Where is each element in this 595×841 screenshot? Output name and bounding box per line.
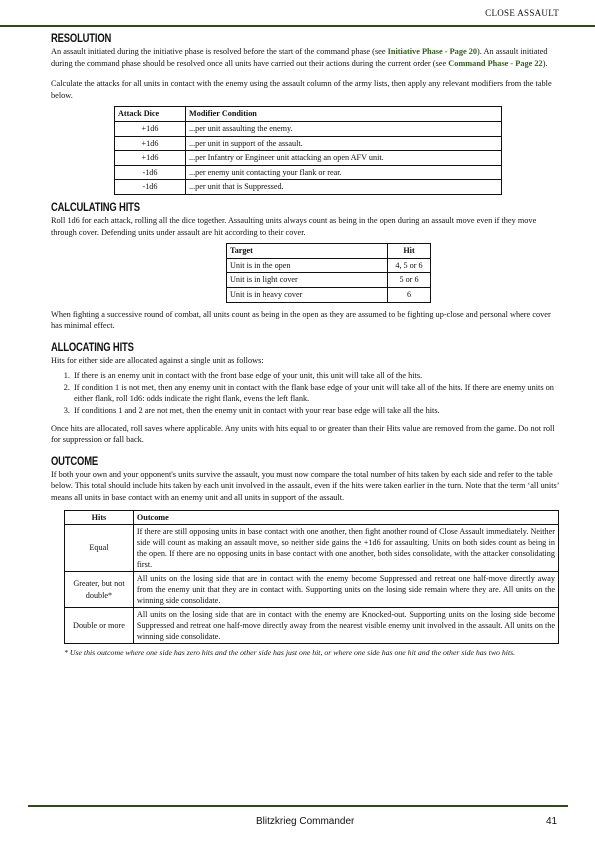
target-cell: Unit is in the open	[227, 258, 388, 273]
attack-modifier-table	[114, 106, 502, 195]
hit-table	[226, 243, 431, 302]
attack-dice-cell: +1d6	[115, 151, 186, 166]
list-item: 1. If there is an enemy unit in contact with the front base edge of your unit, this unit will take all of the hits.	[72, 370, 559, 382]
page-body	[51, 32, 559, 658]
modifier-condition-cell: ...per unit that is Suppressed.	[186, 180, 502, 195]
target-cell: Unit is in light cover	[227, 273, 388, 288]
column-header: Hits	[65, 510, 134, 525]
table-row	[65, 525, 559, 572]
page-number: 41	[546, 816, 558, 827]
outcome-paragraph: If both your own and your opponent's units survive the assault, you must now compare the total number of hits taken by each side and refer to the table below. This total should include hits taken by each unit involved in the assault, even if the hits were taken earlier in the turn. Note that the term ‘all units’ means all units in base contact with an enemy unit and all units in support of the assault.	[51, 469, 559, 503]
hit-cell: 5 or 6	[388, 273, 431, 288]
list-item: 3. If conditions 1 and 2 are not met, then the enemy unit in contact with your rear base edge will take all the hits.	[72, 405, 559, 417]
allocating-hits-heading: ALLOCATING HITS	[51, 341, 134, 354]
modifier-condition-cell: ...per unit in support of the assault.	[186, 136, 502, 151]
outcome-cell: All units on the losing side that are in contact with the enemy become Suppressed and retreat one half-move directly away from the enemy unit that they are in contact with. Supporting units on the losing side remain where they are. All units on the winning side consolidate.	[133, 572, 558, 608]
successive-round-paragraph: When fighting a successive round of combat, all units count as being in the open as they are assumed to be fighting up-close and personal where cover has minimal effect.	[51, 309, 551, 331]
resolution-heading: RESOLUTION	[51, 33, 112, 45]
table-row	[115, 121, 502, 136]
table-row	[115, 165, 502, 180]
column-header: Attack Dice	[115, 107, 186, 122]
hit-cell: 6	[388, 287, 431, 302]
footnote: * Use this outcome where one side has zero hits and the other side has just one hit, or where one side has one hit and the other side has two hits.	[64, 648, 516, 658]
page-header	[0, 0, 595, 26]
table-row	[227, 258, 431, 273]
calculating-hits-paragraph: Roll 1d6 for each attack, rolling all the dice together. Assaulting units always count as being in the open during an assault move even if they move through cover. Defending units under assault are hit according to their cover.	[51, 215, 537, 237]
column-header: Hit	[388, 244, 431, 259]
header-rule	[0, 25, 595, 27]
outcome-heading: OUTCOME	[51, 455, 99, 468]
attack-dice-cell: +1d6	[115, 121, 186, 136]
saves-paragraph: Once hits are allocated, roll saves where applicable. Any units with hits equal to or greater than their Hits value are removed from the game. Do not roll for suppression or fall back.	[51, 423, 555, 445]
allocation-list	[51, 370, 559, 416]
table-row	[115, 136, 502, 151]
initiative-phase-reference: Initiative Phase - Page 20	[387, 47, 478, 56]
hits-cell: Equal	[65, 525, 134, 572]
column-header: Modifier Condition	[186, 107, 502, 122]
resolution-text-a: An assault initiated during the initiative phase is resolved before the start of the command phase (see	[51, 47, 388, 56]
table-row	[65, 608, 559, 644]
allocating-hits-paragraph: Hits for either side are allocated against a single unit as follows:	[51, 355, 264, 365]
table-header-row	[227, 244, 431, 259]
table-row	[115, 180, 502, 195]
command-phase-reference: Command Phase - Page 22	[448, 58, 543, 68]
modifier-condition-cell: ...per unit assaulting the enemy.	[186, 121, 502, 136]
hit-cell: 4, 5 or 6	[388, 258, 431, 273]
resolution-text-c: ).	[542, 58, 548, 68]
list-item: 2. If condition 1 is not met, then any enemy unit in contact with the flank base edge of your unit will take all of the hits. If there are enemy units on either flank, roll 1d6: odds indicate the right flank, evens the left flank.	[72, 382, 559, 405]
table-header-row	[65, 510, 559, 525]
running-title: CLOSE ASSAULT	[485, 8, 559, 18]
table-header-row	[115, 107, 502, 122]
attack-dice-cell: -1d6	[115, 165, 186, 180]
column-header: Outcome	[133, 510, 558, 525]
modifier-condition-cell: ...per enemy unit contacting your flank or rear.	[186, 165, 502, 180]
attack-dice-cell: +1d6	[115, 136, 186, 151]
modifier-condition-cell: ...per Infantry or Engineer unit attacking an open AFV unit.	[186, 151, 502, 166]
table-row	[227, 273, 431, 288]
outcome-cell: If there are still opposing units in base contact with one another, then fight another round of Close Assault immediately. Neither side will count as making an assault move, so neither side gains the +1d6 for assaulting. Units on both sides count as being in the open. If there are no opposing units in base contact with one another, both sides consolidate, with the attacker consolidating first.	[133, 525, 558, 572]
table-row	[65, 572, 559, 608]
resolution-paragraph	[51, 46, 559, 69]
attack-calculation-paragraph: Calculate the attacks for all units in contact with the enemy using the assault column of the army lists, then apply any relevant modifiers from the table below.	[51, 79, 552, 100]
resolution-text-b: ). An assault initiated during the command phase should be resolved once all units have carried out their actions during the current order (see	[51, 47, 548, 68]
outcome-table	[64, 510, 559, 645]
table-row	[227, 287, 431, 302]
outcome-cell: All units on the losing side that are in contact with the enemy are Knocked-out. Supporting units on the losing side become Suppressed and retreat one half-move directly away from the nearest visible enemy unit involved in the assault. All units on the winning side consolidate.	[133, 608, 558, 644]
hits-cell: Greater, but not double*	[65, 572, 134, 608]
target-cell: Unit is in heavy cover	[227, 287, 388, 302]
calculating-hits-heading: CALCULATING HITS	[51, 201, 140, 214]
footer-book-title: Blitzkrieg Commander	[256, 816, 355, 827]
footer-rule	[28, 805, 568, 807]
table-row	[115, 151, 502, 166]
attack-dice-cell: -1d6	[115, 180, 186, 195]
column-header: Target	[227, 244, 388, 259]
hits-cell: Double or more	[65, 608, 134, 644]
